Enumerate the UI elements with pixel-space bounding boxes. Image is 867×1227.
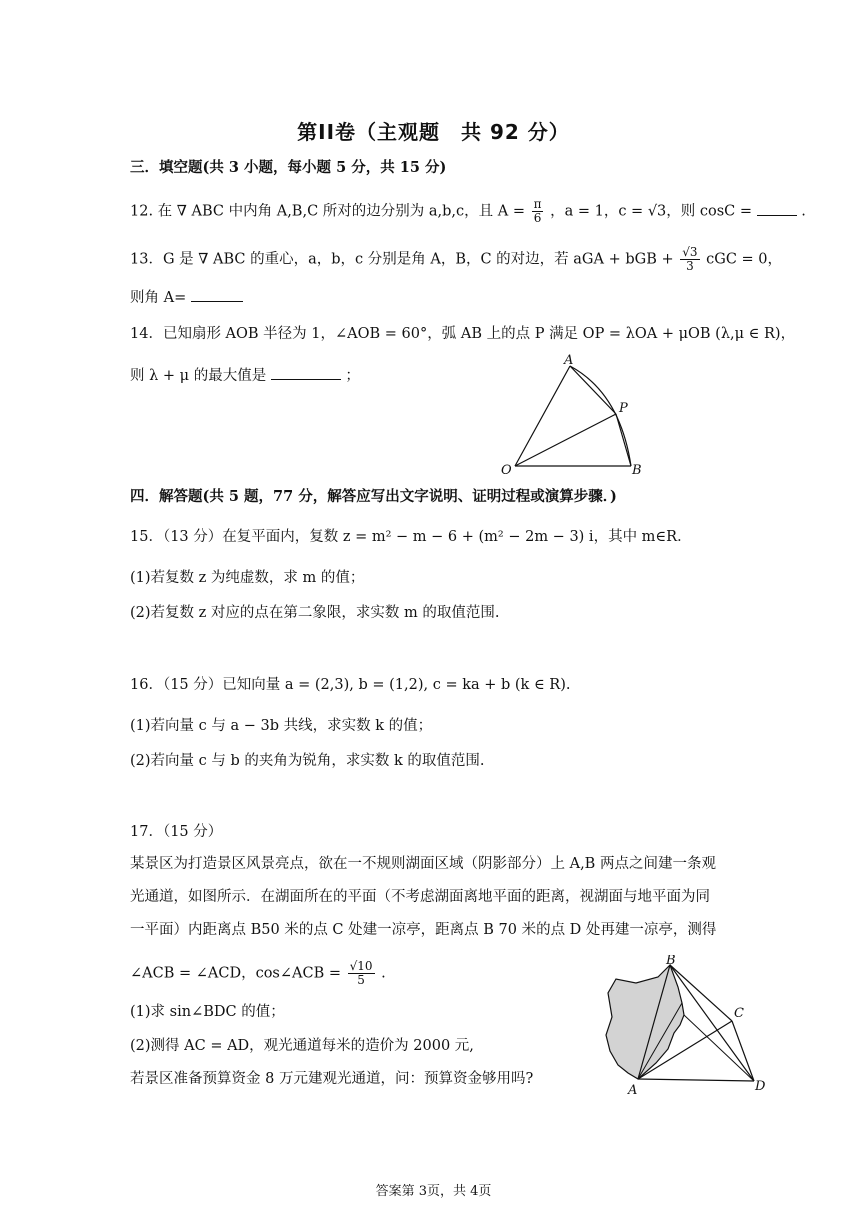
label-B: B [632,463,642,478]
q12-frac-num: π [533,197,542,211]
q12-answer-blank [757,201,797,216]
question-16-part2: (2)若向量 c 与 b 的夹角为锐角，求实数 k 的取值范围. [130,753,485,769]
label-B2: B [666,955,676,968]
q13-answer-blank [191,287,243,302]
section4-heading: 四．解答题(共 5 题，77 分，解答应写出文字说明、证明过程或演算步骤．) [130,488,617,505]
line-CD [732,1021,754,1081]
sector-figure [495,348,655,478]
q14-line2: 则 λ + μ 的最大值是 [130,368,267,384]
q13-text-b: cGC = 0， [706,251,783,268]
q13-fraction [680,246,699,273]
q12-frac-den: 6 [533,211,542,225]
line-OP [515,414,616,466]
question-14: 14．已知扇形 AOB 半径为 1，∠AOB = 60°，弧 AB 上的点 P 满足 OP = λOA + μOB (λ,μ ∈ R)， [130,326,796,342]
question-17-p1: 某景区为打造景区风景亮点，欲在一不规则湖面区域（阴影部分）上 A,B 两点之间建一条观 [130,856,716,872]
question-17-part2: (2)测得 AC = AD，观光通道每米的造价为 2000 元, [130,1038,474,1054]
section3-heading: 三．填空题(共 3 小题，每小题 5 分，共 15 分) [130,159,447,176]
q13-text-a: 13．G 是 ∇ ABC 的重心，a，b，c 分别是角 A，B，C 的对边，若 aGA + bGB + [130,251,674,268]
q17-p4a: ∠ACB = ∠ACD，cos∠ACB = [130,965,342,982]
q13-line2: 则角 A= [130,290,187,306]
q17-p4b: . [381,965,386,982]
label-C: C [734,1006,744,1021]
question-17-part3: 若景区准备预算资金 8 万元建观光通道，问：预算资金够用吗? [130,1071,534,1087]
q12-text-end: . [801,203,806,220]
q14-answer-blank [271,365,341,380]
label-A2: A [628,1083,638,1097]
q12-fraction [532,198,544,225]
question-14-line2 [130,365,360,386]
lake-figure [598,955,770,1097]
label-O: O [501,463,512,478]
q17-frac-num: √10 [349,959,373,973]
page-footer: 答案第 3页，共 4页 [375,1184,492,1199]
q13-frac-num: √3 [682,245,698,259]
line-inner [684,1015,754,1081]
line-AD [638,1079,754,1081]
label-D: D [755,1079,766,1094]
lake-region [606,965,684,1079]
arc-AB [570,366,631,466]
line-BD [670,965,754,1081]
question-17-part1: (1)求 sin∠BDC 的值； [130,1004,285,1020]
question-13 [130,246,782,273]
question-15-part2: (2)若复数 z 对应的点在第二象限，求实数 m 的取值范围. [130,605,500,621]
label-A: A [564,353,574,368]
question-12 [130,198,806,225]
q17-fraction [348,960,375,987]
line-OA [515,366,570,466]
q12-text-b: ，a = 1，c = √3，则 cosC = [550,203,753,220]
question-13-line2 [130,287,243,308]
question-15-part1: (1)若复数 z 为纯虚数，求 m 的值； [130,570,365,586]
question-16: 16．（15 分）已知向量 a = (2,3), b = (1,2), c = ka + b (k ∈ R). [130,677,571,693]
question-17-p3: 一平面）内距离点 B50 米的点 C 处建一凉亭，距离点 B 70 米的点 D 处再建一凉亭，测得 [130,922,717,938]
q12-text-a: 12. 在 ∇ ABC 中内角 A,B,C 所对的边分别为 a,b,c，且 A = [130,203,525,220]
question-16-part1: (1)若向量 c 与 a − 3b 共线，求实数 k 的值； [130,718,433,734]
question-17-p2: 光通道，如图所示．在湖面所在的平面（不考虑湖面离地平面的距离，视湖面与地平面为同 [130,889,710,905]
line-PB [616,414,631,466]
q17-frac-den: 5 [357,973,365,987]
question-17-p4 [130,960,386,987]
question-15: 15．（13 分）在复平面内，复数 z = m² − m − 6 + (m² − 2m − 3) i，其中 m∈R． [130,529,692,545]
q13-frac-den: 3 [686,259,694,273]
question-17-head: 17．（15 分） [130,824,223,840]
line-AP [570,366,616,414]
page-title: 第II卷（主观题 共 92 分） [297,120,570,144]
q14-line2-end: ； [345,368,360,384]
label-P: P [619,401,628,416]
